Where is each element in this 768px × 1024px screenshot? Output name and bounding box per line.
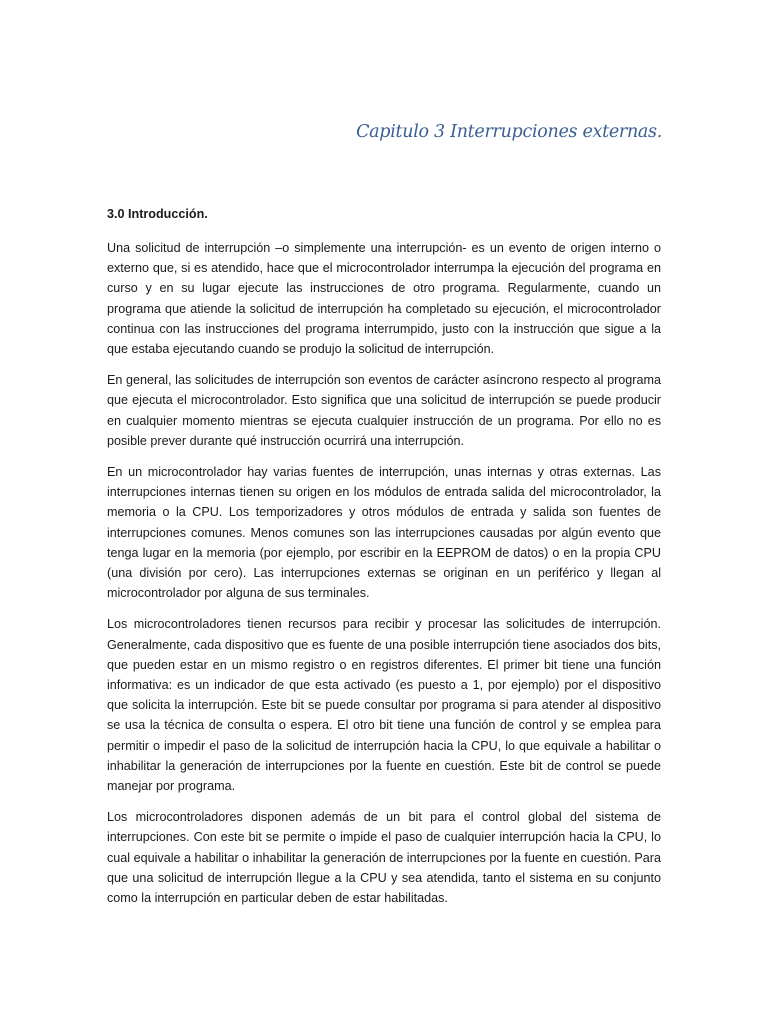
paragraph-interrupt-bits: Los microcontroladores tienen recursos para recibir y procesar las solicitudes de interrupción. Generalmente, cada dispositivo que es fuente de una posible interrupción tiene asociados dos bits, que pueden estar en un mismo registro o en registros diferentes. El primer bit tiene una función informativa: es un indicador de que esta activado (es puesto a 1, por ejemplo) por el dispositivo que solicita la interrupción. Este bit se puede consultar por programa si para atender al dispositivo se usa la técnica de consulta o espera. El otro bit tiene una función de control y se emplea para permitir o impedir el paso de la solicitud de interrupción hacia la CPU, lo que equivale a habilitar o inhabilitar la generación de interrupciones por la fuente en cuestión. Este bit de control se puede manejar por programa. [107, 617, 661, 794]
paragraph-global-control-bit: Los microcontroladores disponen además de un bit para el control global del sistema de interrupciones. Con este bit se permite o impide el paso de cualquier interrupción hacia la CPU, lo cual equivale a habilitar o inhabilitar la generación de interrupciones por la fuente en cuestión. Para que una solicitud de interrupción llegue a la CPU y sea atendida, tanto el sistema en su conjunto como la interrupción en particular deben de estar habilitadas. [107, 810, 661, 906]
document-body [107, 204, 661, 919]
paragraph-interrupt-sources: En un microcontrolador hay varias fuentes de interrupción, unas internas y otras externas. Las interrupciones internas tienen su origen en los módulos de entrada salida del microcontrolador, la memoria o la CPU. Los temporizadores y otros módulos de entrada y salida son fuentes de interrupciones comunes. Menos comunes son las interrupciones causadas por algún evento que tenga lugar en la memoria (por ejemplo, por escribir en la EEPROM de datos) o en la propia CPU (una división por cero). Las interrupciones externas se originan en un periférico y llegan al microcontrolador por alguna de sus terminales. [107, 465, 661, 601]
section-heading: 3.0 Introducción. [107, 207, 208, 221]
paragraph-intro-definition: Una solicitud de interrupción –o simplemente una interrupción- es un evento de origen interno o externo que, si es atendido, hace que el microcontrolador interrumpa la ejecución del programa en curso y en su lugar ejecute las instrucciones de otro programa. Regularmente, cuando un programa que atiende la solicitud de interrupción ha completado su ejecución, el microcontrolador continua con las instrucciones del programa interrumpido, justo con la instrucción que sigue a la que estaba ejecutando cuando se produjo la solicitud de interrupción. [107, 241, 661, 357]
paragraph-asynchronous-events: En general, las solicitudes de interrupción son eventos de carácter asíncrono respecto al programa que ejecuta el microcontrolador. Esto significa que una solicitud de interrupción se puede producir en cualquier momento mientras se ejecuta cualquier instrucción de un programa. Por ello no es posible prever durante qué instrucción ocurrirá una interrupción. [107, 373, 661, 448]
chapter-title: Capitulo 3 Interrupciones externas. [356, 122, 662, 142]
